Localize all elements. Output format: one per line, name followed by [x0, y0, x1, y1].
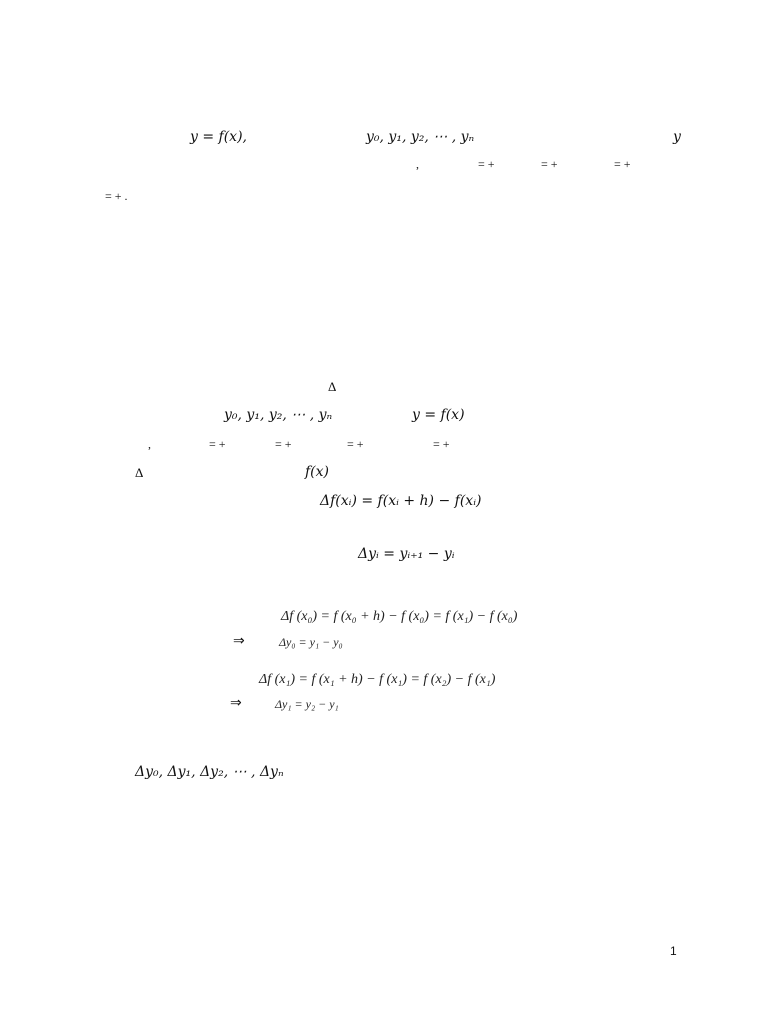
equals-plus-fragment: = + [433, 437, 450, 451]
delta-f-x1-equation: Δf (x₁) = f (x₁ + h) − f (x₁) = f (x₂) − f (x₁) [259, 672, 496, 687]
page-number: 1 [670, 944, 677, 958]
function-y-equals-fx: y = f(x) [412, 407, 465, 423]
equals-plus-fragment: = + [614, 157, 631, 171]
equals-plus-fragment: = + [347, 437, 364, 451]
comma: , [416, 157, 419, 171]
delta-yi-equation: Δyᵢ = yᵢ₊₁ − yᵢ [358, 546, 455, 562]
delta-y0-equation: Δy₀ = y₁ − y₀ [279, 635, 343, 649]
comma: , [148, 437, 151, 451]
y-values-sequence: y₀, y₁, y₂, ⋯ , yₙ [224, 407, 333, 423]
function-fx: f(x) [305, 464, 330, 480]
delta-heading: Δ [328, 379, 337, 394]
delta-f-x0-equation: Δf (x₀) = f (x₀ + h) − f (x₀) = f (x₁) − f (x₀) [281, 609, 518, 624]
equals-plus-fragment: = + [478, 157, 495, 171]
equals-plus-fragment: = + [275, 437, 292, 451]
function-definition: y = f(x), [190, 129, 247, 145]
implies-arrow: ⇒ [233, 634, 245, 649]
y-variable: y [673, 129, 681, 145]
equals-plus-fragment: = + [209, 437, 226, 451]
equals-plus-fragment: = + [541, 157, 558, 171]
equals-plus-fragment: = + . [105, 189, 128, 203]
y-values-sequence: y₀, y₁, y₂, ⋯ , yₙ [366, 129, 475, 145]
delta-symbol: Δ [135, 465, 144, 480]
delta-y1-equation: Δy₁ = y₂ − y₁ [275, 697, 339, 711]
delta-y-sequence: Δy₀, Δy₁, Δy₂, ⋯ , Δyₙ [135, 764, 284, 780]
implies-arrow: ⇒ [230, 696, 242, 711]
forward-difference-equation: Δf(xᵢ) = f(xᵢ + h) − f(xᵢ) [320, 493, 482, 509]
